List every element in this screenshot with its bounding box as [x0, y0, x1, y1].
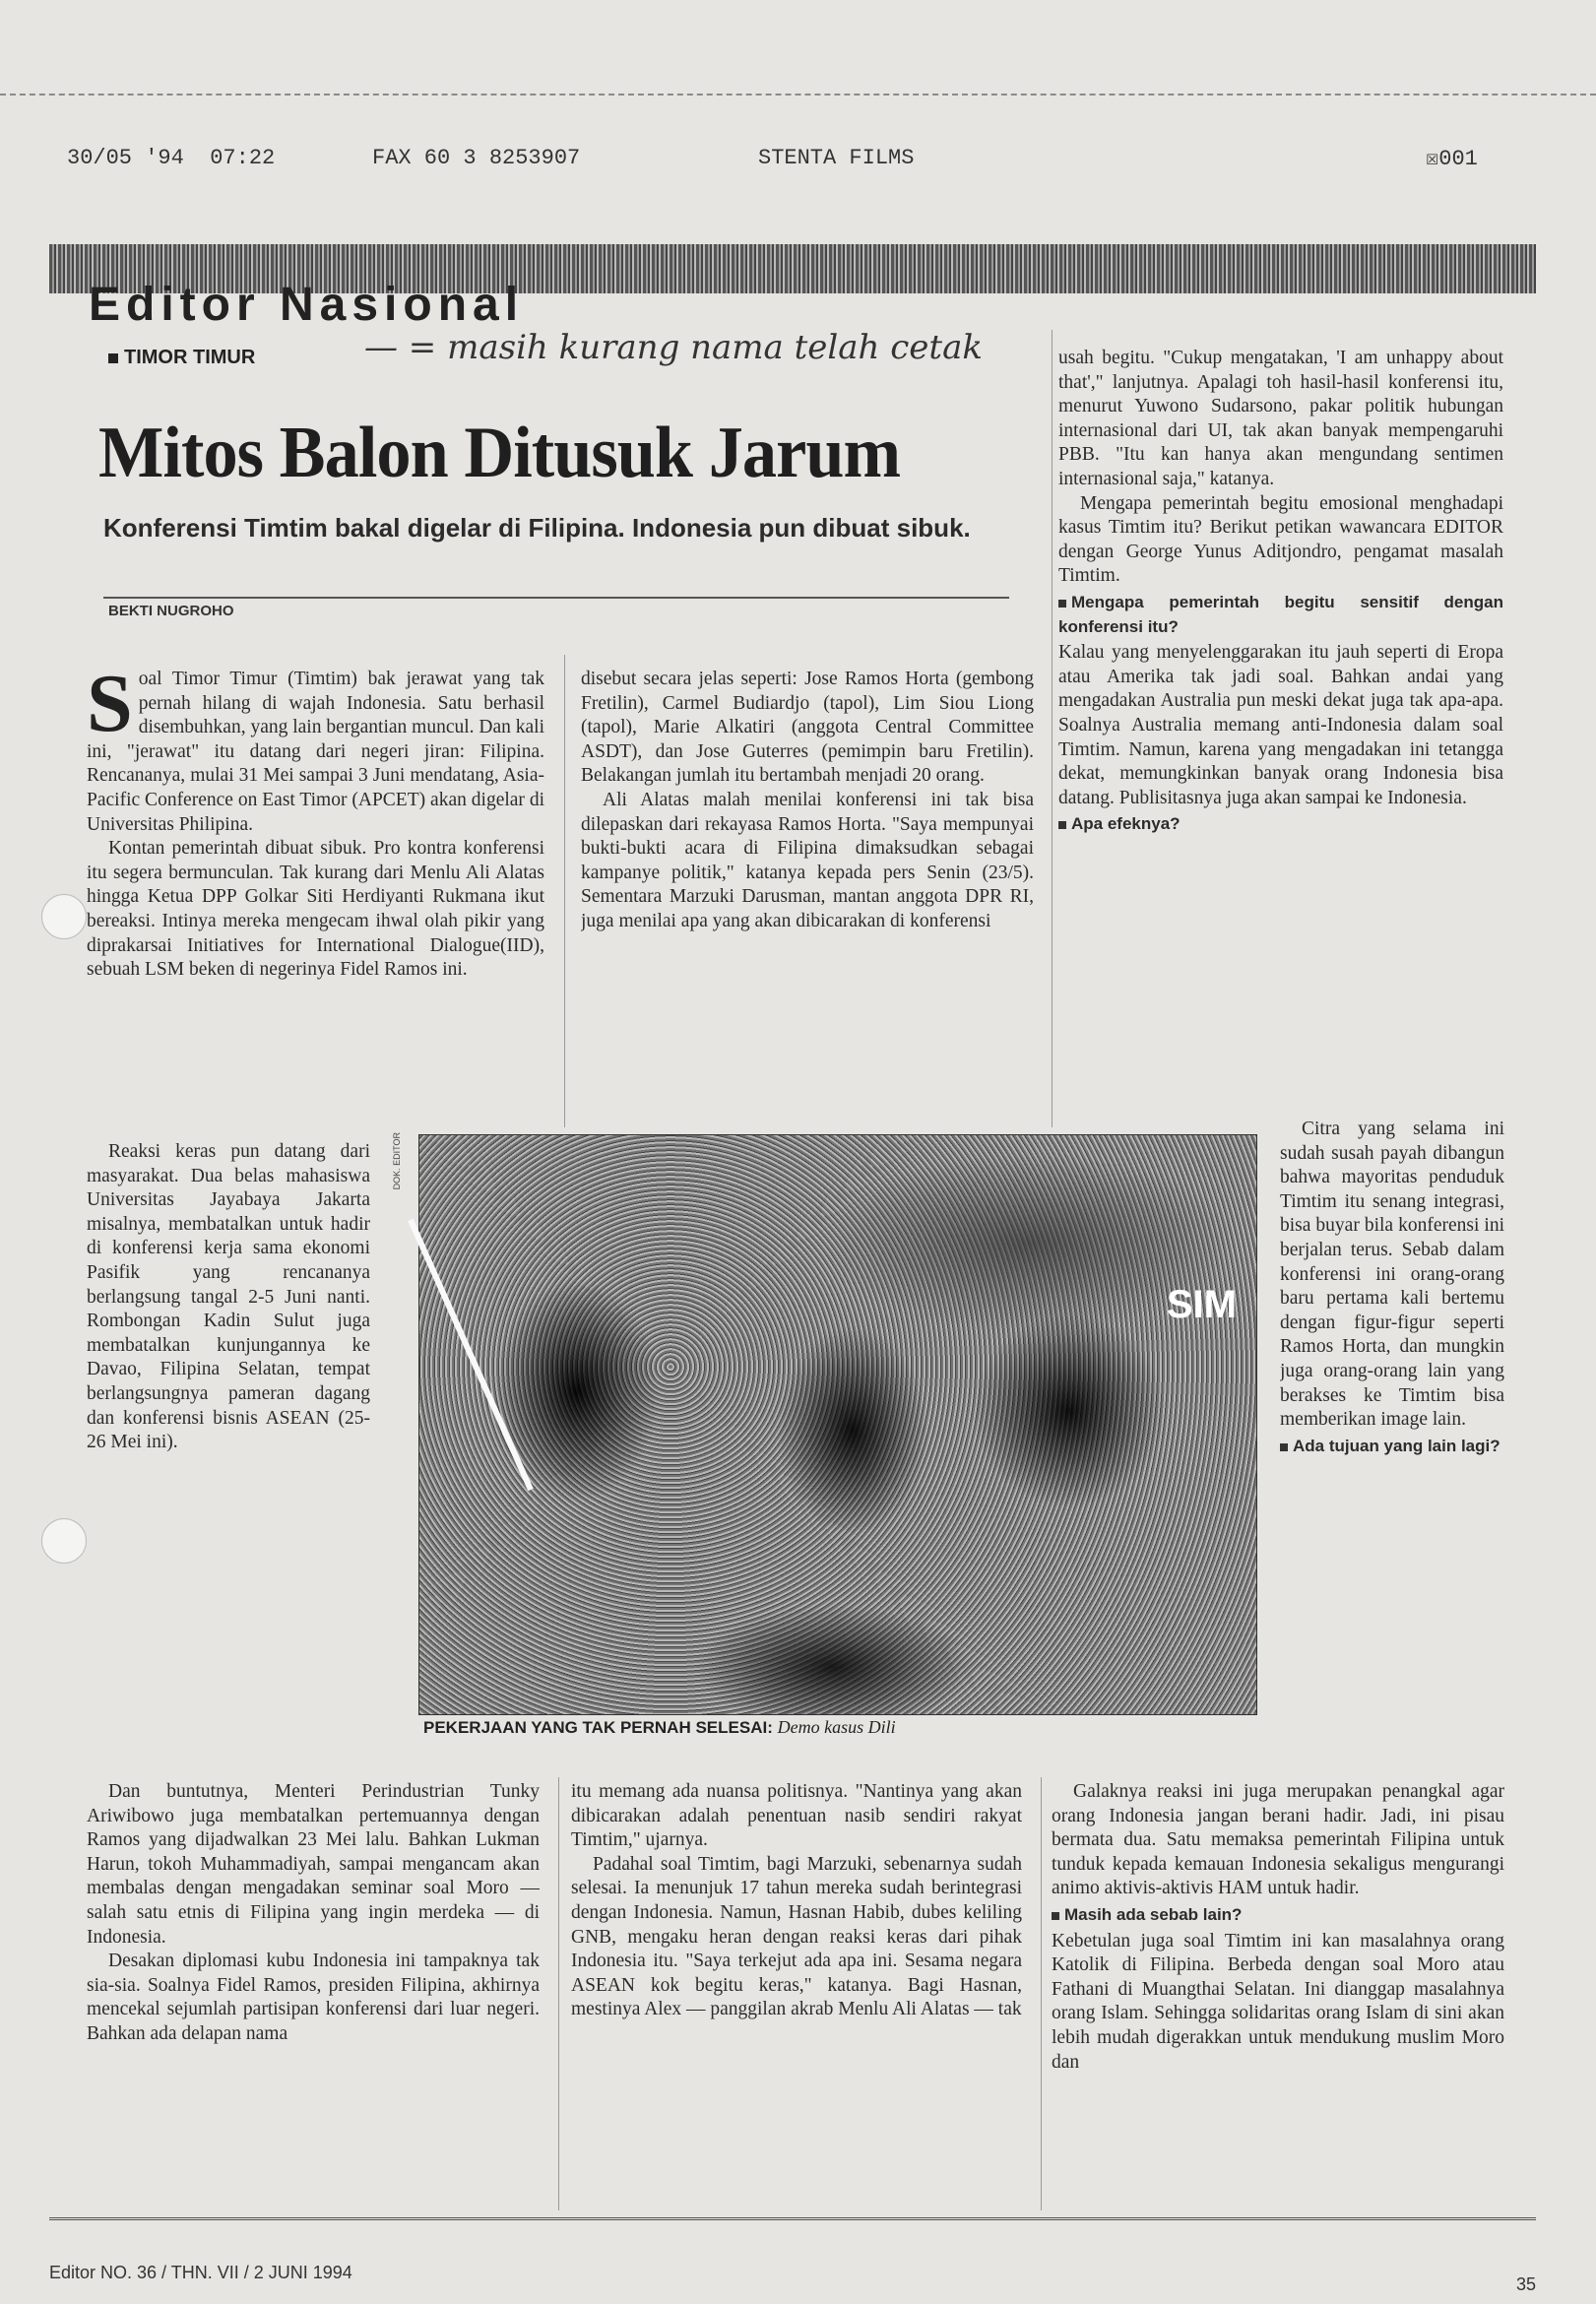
paragraph: Mengapa pemerintah begitu emosional menghadapi kasus Timtim itu? Berikut petikan wawancara EDITOR dengan George Yunus Aditjondro, pengamat masalah Timtim.	[1058, 492, 1503, 587]
square-bullet-icon	[1280, 1443, 1288, 1451]
square-bullet-icon	[1052, 1912, 1059, 1920]
paragraph: oal Timor Timur (Timtim) bak jerawat yang tak pernah hilang di wajah Indonesia. Satu berhasil disembuhkan, yang lain bergantian muncul. Dan kali ini, "jerawat" itu datang dari negeri jiran: Filipina. Rencananya, mulai 31 Mei sampai 3 Juni mendatang, Asia-Pacific Conference on East Timor (APCET) akan digelar di Universitas Philipina.	[87, 669, 544, 835]
column-divider	[558, 1777, 559, 2210]
column-3-narrow	[1280, 1118, 1504, 1777]
column-divider	[564, 655, 565, 1127]
paragraph: disebut secara jelas seperti: Jose Ramos Horta (gembong Fretilin), Carmel Budiardjo (tapol), Lim Siou Liong (tapol), Marie Alkatiri (anggota Central Committee ASDT), dan Jose Guterres (pemimpin baru Fretilin). Belakangan jumlah itu bertambah menjadi 20 orang.	[581, 669, 1034, 787]
column-1-narrow	[87, 1140, 370, 1770]
column-2-bottom	[571, 1780, 1022, 2213]
column-1-bottom	[87, 1780, 540, 2213]
footer-rule	[49, 2217, 1536, 2220]
photo-caption: PEKERJAAN YANG TAK PERNAH SELESAI: Demo kasus Dili	[423, 1717, 896, 1737]
flag-pole	[408, 1219, 534, 1492]
square-bullet-icon	[1058, 821, 1066, 829]
masthead: Editor Nasional	[89, 279, 525, 331]
column-1-top	[87, 668, 544, 1140]
issue-footer: Editor NO. 36 / THN. VII / 2 JUNI 1994	[49, 2263, 352, 2282]
punch-hole-top	[41, 894, 87, 939]
byline: BEKTI NUGROHO	[108, 603, 234, 619]
paragraph: Ali Alatas malah menilai konferensi ini tak bisa dilepaskan dari rekayasa Ramos Horta. "Saya mempunyai bukti-bukti acara di Filipina dimaksudkan sebagai kampanye politik," katanya kepada pers Senin (23/5). Sementara Marzuki Darusman, mantan anggota DPR RI, juga menilai apa yang akan dibicarakan di konferensi	[581, 789, 1034, 931]
interview-question: Apa efeknya?	[1058, 812, 1503, 837]
fax-page-indicator: ☒001	[1426, 147, 1478, 171]
column-divider	[1052, 330, 1053, 1127]
square-bullet-icon	[1058, 600, 1066, 608]
paragraph: Padahal soal Timtim, bagi Marzuki, sebenarnya sudah selesai. Ia menunjuk 17 tahun mereka sudah berintegrasi dengan Indonesia. Namun, Hasnan Habib, dubes keliling GNB, mengaku heran dengan reaksi keras dari pihak Indonesia itu. "Saya terkejut ada apa ini. Sesama negara ASEAN kok begitu keras," katanya. Bagi Hasnan, mestinya Alex — panggilan akrab Menlu Ali Alatas — tak	[571, 1853, 1022, 2020]
punch-hole-bottom	[41, 1518, 87, 1564]
interview-answer: Kebetulan juga soal Timtim ini kan masalahnya orang Katolik di Filipina. Berbeda dengan soal Moro atau Fathani di Muangthai Selatan. Ini dianggap masalahnya orang Islam. Sehingga solidaritas orang Islam di sini akan lebih mudah digerakkan untuk mendukung muslim Moro dan	[1052, 1930, 1504, 2073]
square-bullet-icon	[108, 353, 118, 363]
interview-question: Ada tujuan yang lain lagi?	[1280, 1435, 1504, 1459]
paragraph: Desakan diplomasi kubu Indonesia ini tampaknya tak sia-sia. Soalnya Fidel Ramos, presiden Filipina, akhirnya mencekal sejumlah partisipan konferensi dari luar negeri. Bahkan ada delapan nama	[87, 1951, 540, 2044]
deck: Konferensi Timtim bakal digelar di Filipina. Indonesia pun dibuat sibuk.	[103, 513, 971, 543]
fax-number: FAX 60 3 8253907	[372, 146, 581, 170]
paragraph: usah begitu. "Cukup mengatakan, 'I am unhappy about that'," lanjutnya. Apalagi toh hasil-hasil konferensi itu, menurut Yuwono Sudarsono, pakar politik hubungan internasional dari UI, tak akan banyak mempengaruhi PBB. "Itu kan hanya akan mengundang sentimen internasional saja," katanya.	[1058, 348, 1503, 489]
paragraph: itu memang ada nuansa politisnya. "Nantinya yang akan dibicarakan adalah penentuan nasib sendiri rakyat Timtim," ujarnya.	[571, 1781, 1022, 1851]
interview-answer: Galaknya reaksi ini juga merupakan penangkal agar orang Indonesia jangan berani hadir. Jadi, ini pisau bermata dua. Satu memaksa pemerintah Filipina untuk tunduk kepada kemauan Indonesia sekaligus mengurangi animo aktivis-aktivis HAM untuk hadir.	[1052, 1781, 1504, 1899]
fax-sender: STENTA FILMS	[758, 146, 915, 170]
column-3-top	[1058, 347, 1503, 1124]
news-photo	[418, 1134, 1257, 1715]
interview-answer: Citra yang selama ini sudah susah payah dibangun bahwa mayoritas penduduk Timtim itu senang integrasi, bisa buyar bila konferensi ini berjalan terus. Sebab dalam konferensi ini orang-orang baru pertama kali bertemu dengan figur-figur seperti Ramos Horta, dan mungkin juga orang-orang lain yang berakses ke Timtim bisa memberikan image lain.	[1280, 1119, 1504, 1431]
photo-sign-text: SIM	[1166, 1283, 1237, 1326]
fax-checkbox-icon: ☒	[1426, 147, 1439, 171]
paragraph: Kontan pemerintah dibuat sibuk. Pro kontra konferensi itu segera bermunculan. Tak kurang dari Menlu Ali Alatas hingga Ketua DPP Golkar Siti Herdiyanti Rukmana ikut bereaksi. Intinya mereka mengecam ihwal olah pikir yang diprakarsai Initiatives for International Dialogue(IID), sebuah LSM beken di negerinya Fidel Ramos ini.	[87, 838, 544, 981]
paragraph: Reaksi keras pun datang dari masyarakat. Dua belas mahasiswa Universitas Jayabaya Jakarta misalnya, membatalkan untuk hadir di konferensi kerja sama ekonomi Pasifik yang rencananya berlangsung tangal 2-5 Juni nanti. Rombongan Kadin Sulut juga membatalkan kunjungannya ke Davao, Filipina Selatan, tempat berlangsungnya pameran dagang dan konferensi bisnis ASEAN (25-26 Mei ini).	[87, 1141, 370, 1453]
paragraph: Dan buntutnya, Menteri Perindustrian Tunky Ariwibowo juga membatalkan pertemuannya dengan Ramos yang dijadwalkan 23 Mei lalu. Bahkan Lukman Harun, tokoh Muhammadiyah, sampai mengancam akan membalas dengan mengadakan seminar soal Moro — salah satu etnis di Filipina yang ingin merdeka — di Indonesia.	[87, 1781, 540, 1948]
drop-cap: S	[87, 668, 133, 749]
fax-datetime: 30/05 '94 07:22	[67, 146, 276, 170]
handwritten-note: — = masih kurang nama telah cetak	[364, 328, 983, 367]
header-rule	[103, 597, 1009, 599]
fax-dashed-line	[0, 94, 1596, 96]
interview-question: Masih ada sebab lain?	[1052, 1903, 1504, 1928]
column-3-bottom	[1052, 1780, 1504, 2213]
photo-credit: DOK. EDITOR	[392, 1132, 402, 1190]
interview-question: Mengapa pemerintah begitu sensitif dengan konferensi itu?	[1058, 592, 1503, 636]
interview-answer: Kalau yang menyelenggarakan itu jauh seperti di Eropa atau Amerika tak jadi soal. Bahkan andai yang mengadakan Australia pun meski dekat juga tak apa-apa. Soalnya Australia memang anti-Indonesia dalam soal Timtim. Namun, karena yang mengadakan ini tetangga dekat, memungkinkan banyak orang Indonesia bisa datang. Publisitasnya juga akan sampai ke Indonesia.	[1058, 642, 1503, 808]
section-label: TIMOR TIMUR	[108, 347, 255, 369]
column-divider	[1041, 1777, 1042, 2210]
column-2-top	[581, 668, 1034, 1130]
headline: Mitos Balon Ditusuk Jarum	[98, 413, 901, 493]
page-number: 35	[1516, 2274, 1537, 2294]
